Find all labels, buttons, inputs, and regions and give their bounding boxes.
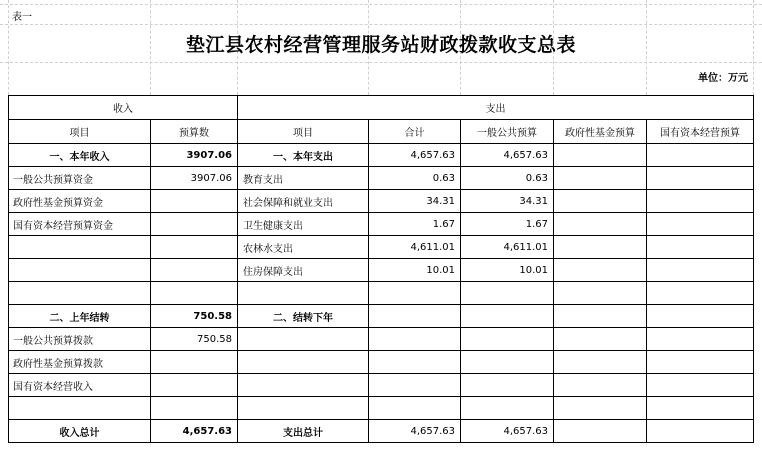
cell-general: 0.63 [461, 167, 554, 190]
cell-general [461, 374, 554, 397]
col-item: 项目 [9, 120, 151, 144]
page-title: 垫江县农村经营管理服务站财政拨款收支总表 [185, 34, 576, 56]
cell-in-item: 国有资本经营收入 [9, 374, 151, 397]
table-row [9, 213, 754, 236]
cell-total [369, 282, 461, 305]
cell-in-item: 政府性基金预算拨款 [9, 351, 151, 374]
cell-state [647, 374, 754, 397]
cell-in-amount: 750.58 [151, 305, 238, 328]
table-row [9, 397, 754, 420]
col-budget: 预算数 [151, 120, 238, 144]
cell-in-item [9, 282, 151, 305]
table-row [9, 259, 754, 282]
cell-in-item: 一般公共预算拨款 [9, 328, 151, 351]
cell-fund [554, 374, 647, 397]
cell-total: 4,657.63 [369, 144, 461, 167]
cell-ex-item: 农林水支出 [238, 236, 369, 259]
cell-fund [554, 420, 647, 443]
cell-ex-item: 支出总计 [238, 420, 369, 443]
cell-general: 4,657.63 [461, 420, 554, 443]
cell-total [369, 397, 461, 420]
cell-total: 34.31 [369, 190, 461, 213]
finance-summary-table [8, 95, 754, 443]
cell-ex-item [238, 328, 369, 351]
col-state: 国有资本经营预算 [647, 120, 754, 144]
cell-in-amount [151, 374, 238, 397]
cell-ex-item: 一、本年支出 [238, 144, 369, 167]
col-exp-item: 项目 [238, 120, 369, 144]
gridline [0, 4, 762, 5]
cell-in-item [9, 259, 151, 282]
cell-fund [554, 190, 647, 213]
table-row [9, 144, 754, 167]
cell-in-item [9, 397, 151, 420]
cell-in-amount [151, 236, 238, 259]
table-row [9, 351, 754, 374]
cell-state [647, 305, 754, 328]
cell-fund [554, 397, 647, 420]
cell-in-amount: 4,657.63 [151, 420, 238, 443]
cell-ex-item [238, 282, 369, 305]
gridline [0, 24, 762, 25]
cell-state [647, 167, 754, 190]
cell-in-item: 政府性基金预算资金 [9, 190, 151, 213]
cell-in-amount [151, 351, 238, 374]
cell-general [461, 351, 554, 374]
cell-state [647, 420, 754, 443]
table-row [9, 420, 754, 443]
cell-general [461, 328, 554, 351]
cell-total [369, 305, 461, 328]
cell-total: 10.01 [369, 259, 461, 282]
cell-in-amount [151, 259, 238, 282]
cell-in-item: 一、本年收入 [9, 144, 151, 167]
cell-ex-item: 社会保障和就业支出 [238, 190, 369, 213]
table-row [9, 374, 754, 397]
cell-fund [554, 144, 647, 167]
cell-state [647, 351, 754, 374]
cell-state [647, 236, 754, 259]
cell-state [647, 282, 754, 305]
cell-general: 4,657.63 [461, 144, 554, 167]
cell-fund [554, 351, 647, 374]
cell-total [369, 374, 461, 397]
cell-ex-item [238, 397, 369, 420]
cell-general: 4,611.01 [461, 236, 554, 259]
cell-in-item: 国有资本经营预算资金 [9, 213, 151, 236]
cell-fund [554, 213, 647, 236]
cell-in-amount: 750.58 [151, 328, 238, 351]
cell-in-amount: 3907.06 [151, 144, 238, 167]
cell-in-amount [151, 397, 238, 420]
cell-total: 1.67 [369, 213, 461, 236]
table-number: 表一 [12, 12, 32, 23]
cell-fund [554, 167, 647, 190]
table-row [9, 167, 754, 190]
cell-fund [554, 305, 647, 328]
cell-ex-item: 教育支出 [238, 167, 369, 190]
cell-fund [554, 282, 647, 305]
cell-general [461, 397, 554, 420]
cell-in-amount [151, 213, 238, 236]
expense-header: 支出 [238, 96, 754, 120]
cell-state [647, 190, 754, 213]
cell-in-item: 二、上年结转 [9, 305, 151, 328]
cell-in-amount [151, 190, 238, 213]
cell-in-amount: 3907.06 [151, 167, 238, 190]
cell-state [647, 397, 754, 420]
unit-label: 单位：万元 [698, 73, 748, 84]
col-fund: 政府性基金预算 [554, 120, 647, 144]
cell-general: 10.01 [461, 259, 554, 282]
cell-general [461, 282, 554, 305]
table-body [9, 144, 754, 443]
cell-ex-item [238, 374, 369, 397]
cell-state [647, 328, 754, 351]
cell-general [461, 305, 554, 328]
cell-total [369, 351, 461, 374]
cell-state [647, 259, 754, 282]
cell-total: 4,611.01 [369, 236, 461, 259]
cell-state [647, 213, 754, 236]
cell-total: 0.63 [369, 167, 461, 190]
cell-total [369, 328, 461, 351]
cell-ex-item: 卫生健康支出 [238, 213, 369, 236]
cell-total: 4,657.63 [369, 420, 461, 443]
table-row [9, 305, 754, 328]
cell-in-item [9, 236, 151, 259]
cell-ex-item [238, 351, 369, 374]
cell-in-amount [151, 282, 238, 305]
income-header: 收入 [9, 96, 238, 120]
cell-state [647, 144, 754, 167]
cell-fund [554, 328, 647, 351]
table-row [9, 190, 754, 213]
gridline [0, 62, 762, 63]
table-row [9, 282, 754, 305]
col-total: 合计 [369, 120, 461, 144]
cell-ex-item: 二、结转下年 [238, 305, 369, 328]
col-general: 一般公共预算 [461, 120, 554, 144]
table-row [9, 328, 754, 351]
cell-fund [554, 236, 647, 259]
cell-general: 1.67 [461, 213, 554, 236]
cell-in-item: 收入总计 [9, 420, 151, 443]
cell-general: 34.31 [461, 190, 554, 213]
table-row [9, 236, 754, 259]
cell-in-item: 一般公共预算资金 [9, 167, 151, 190]
cell-fund [554, 259, 647, 282]
cell-ex-item: 住房保障支出 [238, 259, 369, 282]
